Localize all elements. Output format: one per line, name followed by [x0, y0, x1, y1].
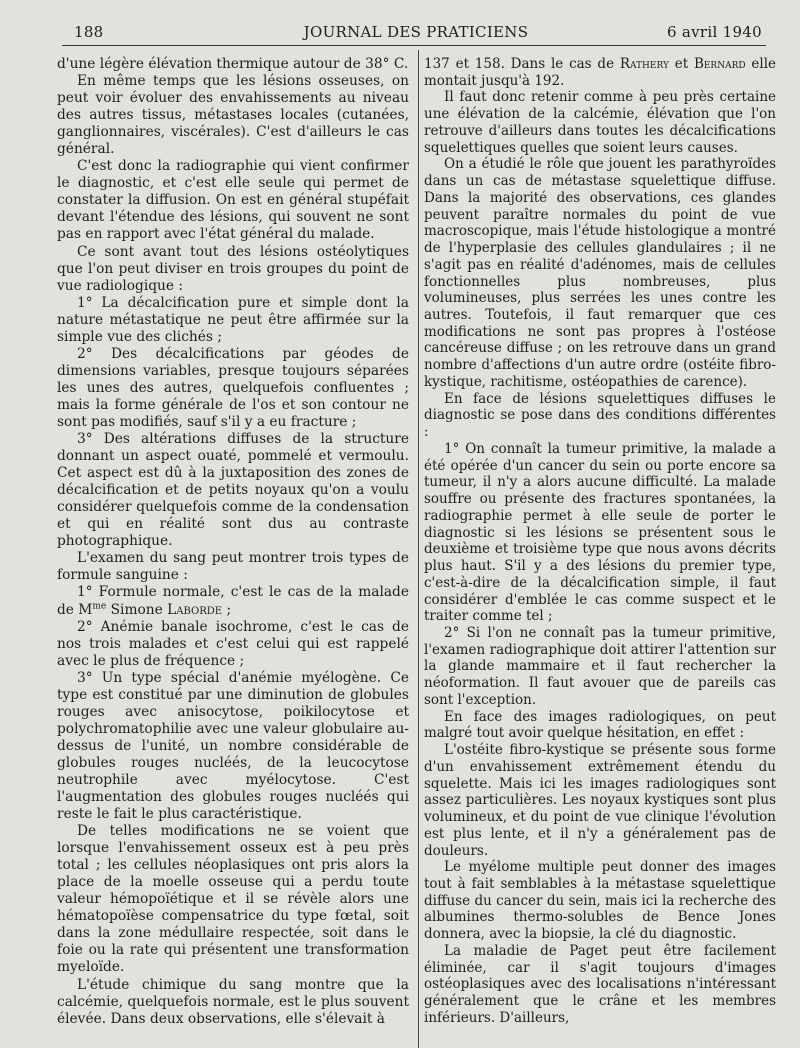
journal-title: JOURNAL DES PRATICIENS	[303, 23, 529, 41]
paragraph: On a étudié le rôle que jouent les parathyroïdes dans un cas de métastase squelettique diffuse. Dans la majorité des observations, ces glandes peuvent paraître normales du point de vue macroscopique, mais l'étude histologique a montré de l'hyperplasie des cellules glandulaires ; il ne s'agit pas en réalité d'adénomes, mais de cellules fonctionnelles plus nombreuses, plus volumineuses, plus serrées les unes contre les autres. Toutefois, il faut remarquer que ces modifications ne sont pas propres à l'ostéose cancéreuse diffuse ; on les retrouve dans un grand nombre d'affections d'un autre ordre (ostéite fibro-kystique, rachitisme, ostéopathies de carence).	[424, 156, 776, 390]
paragraph: Il faut donc retenir comme à peu près certaine une élévation de la calcémie, élévation que l'on retrouve d'ailleurs dans toutes les décalcifications squelettiques quelles que soient leurs causes.	[424, 89, 776, 156]
text-run: ;	[222, 601, 232, 618]
paragraph: L'examen du sang peut montrer trois types de formule sanguine :	[57, 550, 409, 584]
right-column	[424, 56, 776, 1027]
text-run: Simone	[106, 601, 168, 618]
list-item: 3° Des altérations diffuses de la structure donnant un aspect ouaté, pommelé et vermoulu. Cet aspect est dû à la juxtaposition des zones de décalcification et de petits noyaux qu'on a voulu considérer quelquefois comme de la condensation et qui en réalité sont dus au contraste photographique.	[57, 431, 409, 550]
person-name: Laborde	[167, 601, 223, 618]
author-name: Rathery	[619, 56, 669, 72]
list-item: 2° Si l'on ne connaît pas la tumeur primitive, l'examen radiographique doit attirer l'attention sur la glande mammaire et il faut rechercher la néoformation. Il faut avouer que de pareils cas sont l'exception.	[424, 624, 776, 708]
paragraph: En même temps que les lésions osseuses, on peut voir évoluer des envahissements au niveau des autres tissus, métastases locales (cutanées, ganglionnaires, viscérales). C'est d'ailleurs le cas général.	[57, 73, 409, 158]
text-run: elle montait jusqu'à 192.	[424, 56, 776, 89]
left-column	[57, 56, 409, 1028]
paragraph: Le myélome multiple peut donner des images tout à fait semblables à la métastase squelettique diffuse du cancer du sein, mais ici la recherche des albumines thermo-solubles de Bence Jones donnera, avec la biopsie, la clé du diagnostic.	[424, 859, 776, 943]
paragraph: C'est donc la radiographie qui vient confirmer le diagnostic, et c'est elle seule qui permet de constater la diffusion. On est en général stupéfait devant l'étendue des lésions, qui souvent ne sont pas en rapport avec l'état général du malade.	[57, 158, 409, 243]
paragraph: L'étude chimique du sang montre que la calcémie, quelquefois normale, est le plus souvent élevée. Dans deux observations, elle s'élevait à	[57, 976, 409, 1027]
paragraph: Ce sont avant tout des lésions ostéolytiques que l'on peut diviser en trois groupes du point de vue radiologique :	[57, 243, 409, 294]
paragraph: L'ostéite fibro-kystique se présente sous forme d'un envahissement extrêmement étendu du squelette. Mais ici les images radiologiques sont assez particulières. Les noyaux kystiques sont plus volumineux, et du point de vue clinique l'évolution est plus lente, et il n'y a généralement pas de douleurs.	[424, 742, 776, 859]
paragraph	[424, 56, 776, 89]
list-item: 3° Un type spécial d'anémie myélogène. Ce type est constitué par une diminution de globules rouges avec anisocytose, poikilocytose et polychromatophilie avec une valeur globulaire au-dessus de l'unité, un nombre considérable de globules rouges nucléés, de la leucocytose neutrophile avec myélocytose. C'est l'augmentation des globules rouges nucléés qui reste le fait le plus caractéristique.	[57, 669, 409, 823]
page-number: 188	[74, 23, 104, 41]
paragraph: En face des images radiologiques, on peut malgré tout avoir quelque hésitation, en effet :	[424, 708, 776, 742]
list-item	[57, 584, 409, 618]
text-run: et	[668, 56, 694, 72]
text-run: 1° Formule normale, c'est le cas de la malade de M	[57, 584, 409, 618]
paragraph: De telles modifications ne se voient que lorsque l'envahissement osseux est à peu près total ; les cellules néoplasiques ont pris alors la place de la moelle osseuse qui a perdu toute valeur hémopoïétique et il se révèle alors une hématopoïèse compensatrice du type fœtal, soit dans la zone médullaire respectée, soit dans le foie ou la rate qui présentent une transformation myeloïde.	[57, 823, 409, 976]
page-header	[62, 20, 770, 44]
column-divider	[418, 50, 419, 1048]
issue-date: 6 avril 1940	[666, 23, 762, 41]
list-item: 1° La décalcification pure et simple dont la nature métastatique ne peut être affirmée sur la simple vue des clichés ;	[57, 294, 409, 345]
list-item: 2° Des décalcifications par géodes de dimensions variables, presque toujours séparées les unes des autres, quelquefois confluentes ; mais la forme générale de l'os et son contour ne sont pas modifiés, sauf s'il y a eu fracture ;	[57, 345, 409, 430]
superscript: me	[92, 600, 107, 611]
list-item: 1° On connaît la tumeur primitive, la malade a été opérée d'un cancer du sein ou porte encore sa tumeur, il n'y a alors aucune difficulté. La malade souffre ou présente des fractures spontanées, la radiographie permet à elle seule de porter le diagnostic si les lésions se présentent sous le deuxième et troisième type que nous avons décrits plus haut. S'il y a des lésions du premier type, c'est-à-dire de la décalcification simple, il faut considérer d'emblée le cas comme suspect et le traiter comme tel ;	[424, 440, 776, 625]
header-rule	[62, 45, 766, 46]
paragraph: d'une légère élévation thermique autour de 38° C.	[57, 56, 409, 72]
paragraph: En face de lésions squelettiques diffuses le diagnostic se pose dans des conditions différentes :	[424, 390, 776, 441]
paragraph: La maladie de Paget peut être facilement éliminée, car il s'agit toujours d'images ostéoplasiques avec des localisations n'intéressant généralement que le crâne et les membres inférieurs. D'ailleurs,	[424, 942, 776, 1026]
list-item: 2° Anémie banale isochrome, c'est le cas de nos trois malades et c'est celui qui est rappelé avec le plus de fréquence ;	[57, 618, 409, 669]
text-run: 137 et 158. Dans le cas de	[424, 56, 620, 72]
author-name: Bernard	[693, 56, 746, 72]
